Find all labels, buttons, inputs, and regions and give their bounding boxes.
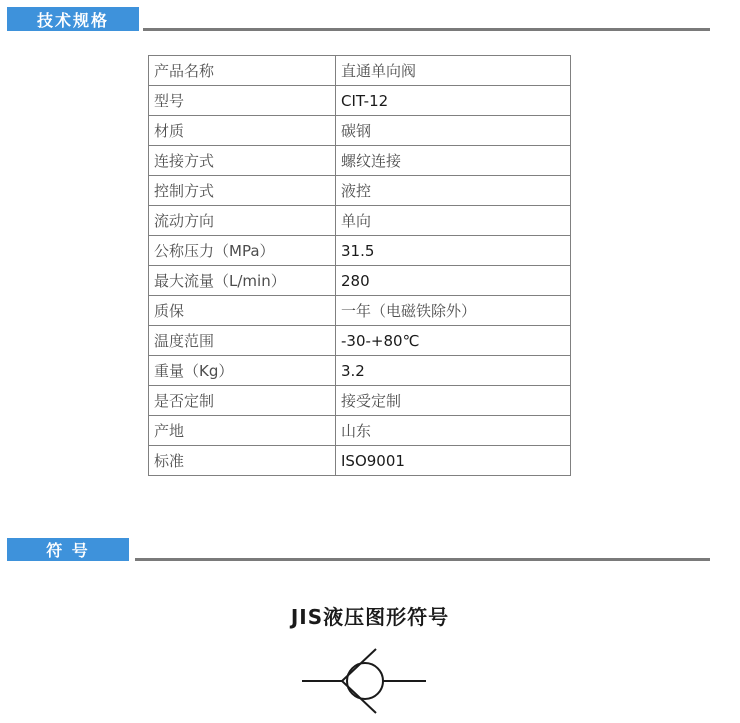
spec-value-cell: ISO9001	[336, 446, 571, 476]
symbol-banner: 符 号	[7, 538, 129, 561]
spec-row	[149, 356, 571, 386]
spec-label-cell: 连接方式	[149, 146, 336, 176]
spec-value-cell: 液控	[336, 176, 571, 206]
spec-row	[149, 416, 571, 446]
check-valve-symbol	[295, 643, 435, 719]
spec-value-cell: 直通单向阀	[336, 56, 571, 86]
spec-label-cell: 公称压力（MPa）	[149, 236, 336, 266]
spec-row	[149, 266, 571, 296]
spec-value-cell: 单向	[336, 206, 571, 236]
jis-symbol-title: JIS液压图形符号	[290, 605, 450, 629]
spec-value-cell: 接受定制	[336, 386, 571, 416]
spec-value-cell: 山东	[336, 416, 571, 446]
spec-label-cell: 产品名称	[149, 56, 336, 86]
spec-table-body	[149, 56, 571, 476]
tech-specs-banner: 技术规格	[7, 7, 139, 31]
spec-value-cell: 螺纹连接	[336, 146, 571, 176]
spec-row	[149, 176, 571, 206]
spec-value-cell: 一年（电磁铁除外）	[336, 296, 571, 326]
spec-label-cell: 流动方向	[149, 206, 336, 236]
spec-row	[149, 86, 571, 116]
spec-label-cell: 是否定制	[149, 386, 336, 416]
spec-row	[149, 296, 571, 326]
spec-label-cell: 型号	[149, 86, 336, 116]
spec-row	[149, 386, 571, 416]
spec-table	[148, 55, 571, 476]
spec-row	[149, 236, 571, 266]
spec-value-cell: 3.2	[336, 356, 571, 386]
spec-label-cell: 标准	[149, 446, 336, 476]
spec-row	[149, 146, 571, 176]
spec-label-cell: 控制方式	[149, 176, 336, 206]
spec-row	[149, 326, 571, 356]
spec-value-cell: CIT-12	[336, 86, 571, 116]
spec-label-cell: 质保	[149, 296, 336, 326]
spec-label-cell: 温度范围	[149, 326, 336, 356]
spec-value-cell: 280	[336, 266, 571, 296]
spec-row	[149, 446, 571, 476]
valve-ball-circle	[347, 663, 383, 699]
spec-label-cell: 最大流量（L/min）	[149, 266, 336, 296]
check-valve-icon	[295, 643, 435, 719]
spec-value-cell: 碳钢	[336, 116, 571, 146]
symbol-divider-rule	[135, 558, 710, 561]
spec-row	[149, 56, 571, 86]
spec-value-cell: 31.5	[336, 236, 571, 266]
specs-divider-rule	[143, 28, 710, 31]
spec-label-cell: 产地	[149, 416, 336, 446]
spec-row	[149, 206, 571, 236]
spec-label-cell: 材质	[149, 116, 336, 146]
spec-label-cell: 重量（Kg）	[149, 356, 336, 386]
spec-value-cell: -30-+80℃	[336, 326, 571, 356]
spec-row	[149, 116, 571, 146]
